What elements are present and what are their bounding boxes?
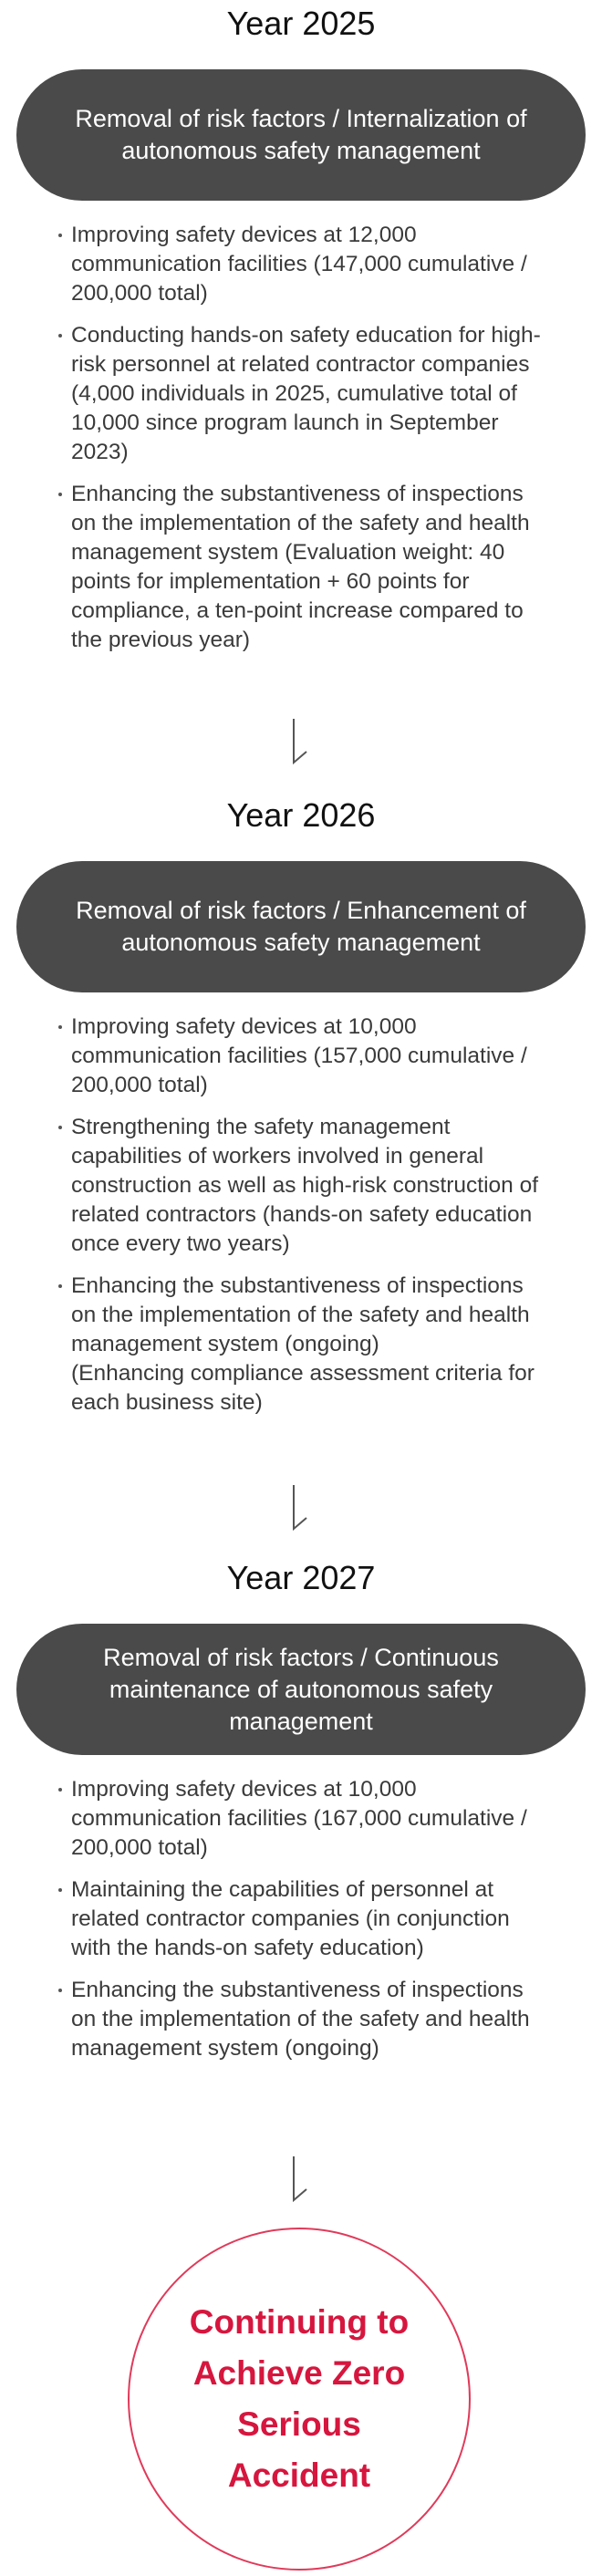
goal-circle [128, 2228, 471, 2571]
down-arrow-icon [292, 2155, 314, 2204]
list-item: Conducting hands-on safety education for high-risk personnel at related contractor companies (4,000 individuals in 2025, cumulative total of 10,000 since program launch in September 2023) [55, 321, 547, 467]
list-item: Improving safety devices at 10,000 communication facilities (167,000 cumulative / 200,000 total) [55, 1775, 547, 1863]
year-2025-title: Year 2025 [226, 5, 376, 42]
list-item: Enhancing the substantiveness of inspections on the implementation of the safety and health management system (Evaluation weight: 40 points for implementation + 60 points for compliance, a ten-point increase compared to the previous year) [55, 480, 547, 655]
year-2025-heading: Removal of risk factors / Internalization of autonomous safety management [16, 69, 586, 201]
list-item: Enhancing the substantiveness of inspections on the implementation of the safety and health management system (ongoing) (Enhancing compliance assessment criteria for each business site) [55, 1272, 547, 1418]
list-item: Improving safety devices at 10,000 communication facilities (157,000 cumulative / 200,000 total) [55, 1013, 547, 1100]
list-item: Improving safety devices at 12,000 communication facilities (147,000 cumulative / 200,000 total) [55, 221, 547, 308]
year-2026-title: Year 2026 [226, 796, 376, 834]
list-item: Strengthening the safety management capabilities of workers involved in general construction as well as high-risk construction of related contractors (hands-on safety education once every two years) [55, 1113, 547, 1259]
year-2026-list [55, 1013, 547, 1430]
year-2025-list [55, 221, 547, 668]
year-2026-heading: Removal of risk factors / Enhancement of autonomous safety management [16, 861, 586, 992]
down-arrow-icon [292, 717, 314, 766]
list-item: Enhancing the substantiveness of inspections on the implementation of the safety and health management system (ongoing) [55, 1976, 547, 2063]
year-2027-list [55, 1775, 547, 2076]
year-2027-title: Year 2027 [226, 1559, 376, 1596]
goal-text: Continuing to Achieve Zero Serious Accident [189, 2303, 410, 2494]
year-2027-heading: Removal of risk factors / Continuous maintenance of autonomous safety management [16, 1624, 586, 1755]
down-arrow-icon [292, 1483, 314, 1532]
list-item: Maintaining the capabilities of personnel at related contractor companies (in conjunction with the hands-on safety education) [55, 1875, 547, 1963]
